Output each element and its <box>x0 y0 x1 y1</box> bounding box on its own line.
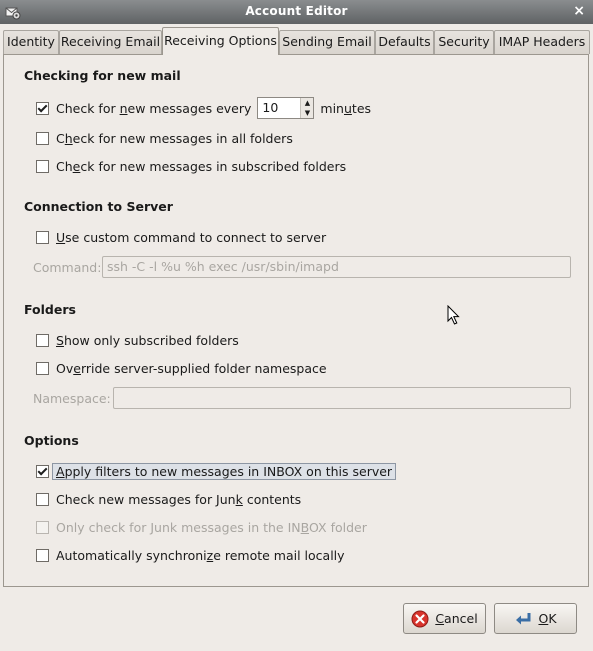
junk-inbox-label: Only check for Junk messages in the INBOX folder <box>56 519 367 535</box>
tab-imap-headers[interactable]: IMAP Headers <box>494 30 590 54</box>
sync-checkbox[interactable] <box>36 549 49 562</box>
override-namespace-row[interactable] <box>36 359 327 377</box>
check-every-checkbox[interactable] <box>36 102 49 115</box>
window-title: Account Editor <box>245 4 348 18</box>
custom-command-checkbox[interactable] <box>36 231 49 244</box>
namespace-label: Namespace: <box>33 391 111 406</box>
tab-receiving-email[interactable]: Receiving Email <box>59 30 162 54</box>
apply-filters-row[interactable] <box>36 462 396 480</box>
return-arrow-icon <box>514 610 532 628</box>
command-input[interactable]: ssh -C -l %u %h exec /usr/sbin/imapd <box>102 256 571 278</box>
sync-row[interactable] <box>36 546 345 564</box>
apply-filters-checkbox[interactable] <box>36 465 49 478</box>
apply-filters-label: Apply filters to new messages in INBOX on this server <box>52 463 396 480</box>
junk-inbox-row <box>36 518 367 536</box>
spin-up-icon[interactable]: ▲ <box>304 99 311 107</box>
command-label: Command: <box>33 260 102 275</box>
junk-inbox-checkbox <box>36 521 49 534</box>
section-connection-title: Connection to Server <box>24 199 173 214</box>
check-every-row[interactable] <box>36 99 371 117</box>
tab-receiving-options[interactable]: Receiving Options <box>162 27 279 55</box>
ok-button[interactable] <box>494 603 577 634</box>
junk-check-row[interactable] <box>36 490 301 508</box>
mouse-pointer-icon <box>447 305 461 327</box>
tab-security[interactable]: Security <box>434 30 494 54</box>
cancel-button[interactable] <box>403 603 486 634</box>
only-subscribed-checkbox[interactable] <box>36 334 49 347</box>
check-all-folders-checkbox[interactable] <box>36 132 49 145</box>
check-all-folders-row[interactable] <box>36 129 293 147</box>
section-checking-title: Checking for new mail <box>24 68 181 83</box>
section-folders-title: Folders <box>24 302 76 317</box>
ok-label: OK <box>538 611 557 626</box>
tab-identity[interactable]: Identity <box>3 30 59 54</box>
check-subscribed-row[interactable] <box>36 157 346 175</box>
close-icon[interactable]: × <box>573 3 585 19</box>
tab-sending-email[interactable]: Sending Email <box>279 30 375 54</box>
interval-value[interactable]: 10 <box>262 100 279 115</box>
tab-defaults[interactable]: Defaults <box>375 30 434 54</box>
cancel-label: Cancel <box>435 611 478 626</box>
tab-bar <box>3 27 591 54</box>
only-subscribed-row[interactable] <box>36 331 239 349</box>
junk-check-label: Check new messages for Junk contents <box>56 491 302 507</box>
override-namespace-checkbox[interactable] <box>36 362 49 375</box>
namespace-input[interactable] <box>113 387 571 409</box>
check-all-folders-label: Check for new messages in all folders <box>56 130 293 146</box>
junk-check-checkbox[interactable] <box>36 493 49 506</box>
sync-label: Automatically synchronize remote mail locally <box>56 547 345 563</box>
section-options-title: Options <box>24 433 79 448</box>
check-subscribed-checkbox[interactable] <box>36 160 49 173</box>
only-subscribed-label: Show only subscribed folders <box>56 332 239 348</box>
custom-command-row[interactable] <box>36 228 326 246</box>
interval-spinbox[interactable] <box>257 97 314 119</box>
override-namespace-label: Override server-supplied folder namespace <box>56 360 327 376</box>
custom-command-label: Use custom command to connect to server <box>56 229 327 245</box>
cancel-icon <box>411 610 429 628</box>
interval-unit-label: minutes <box>320 100 372 116</box>
spin-down-icon[interactable]: ▼ <box>304 109 311 117</box>
check-subscribed-label: Check for new messages in subscribed folders <box>56 158 347 174</box>
check-every-label: Check for new messages every <box>56 100 252 116</box>
title-bar <box>0 0 593 24</box>
